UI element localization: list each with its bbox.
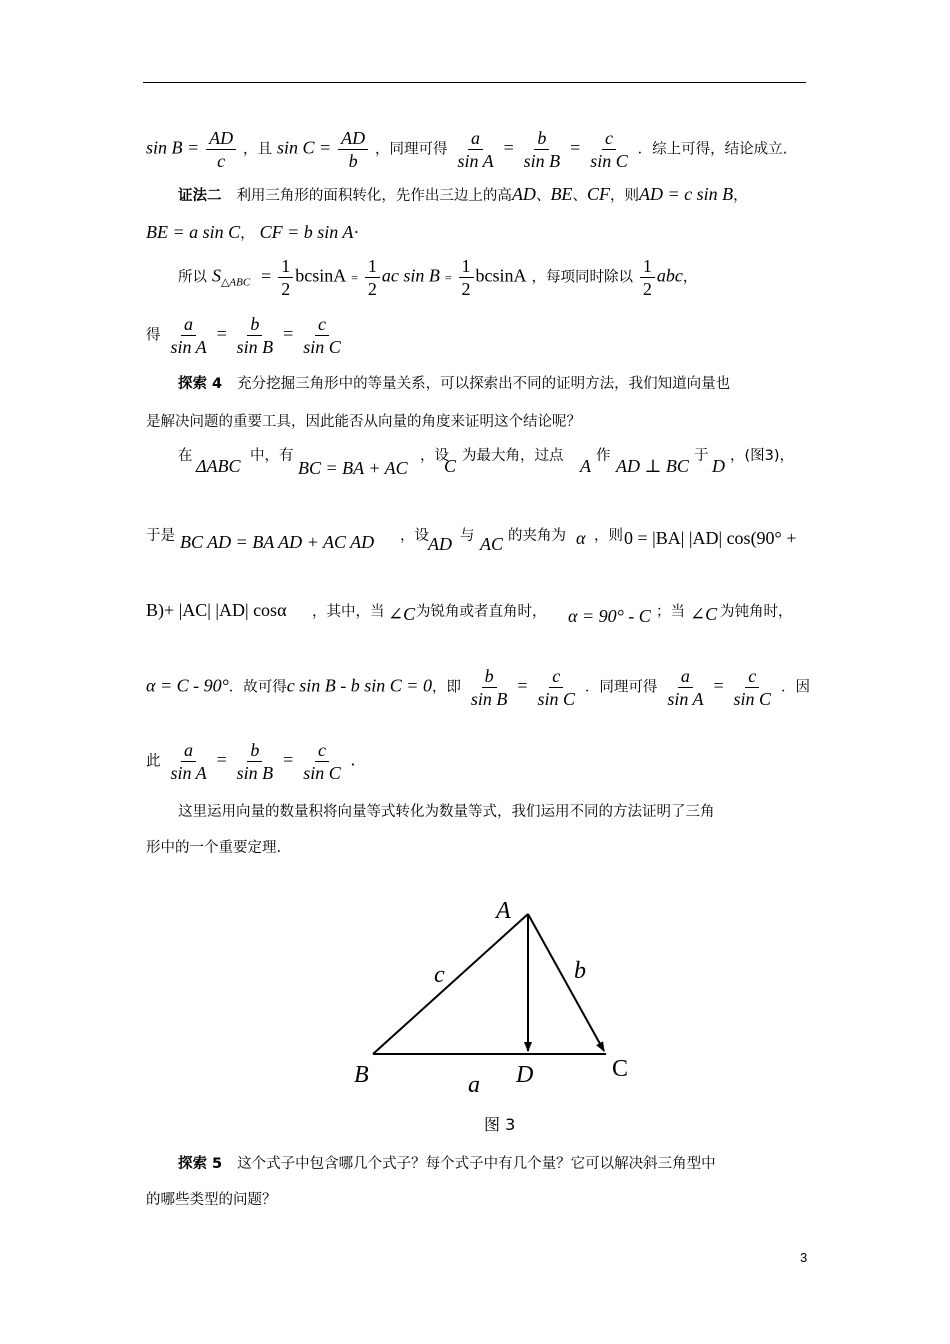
line-4: 所以 $S_{\triangle ABC}$ = $\frac{1}{2}$ bcsinA = $\frac{1}{2}$ ac sin B = $\frac{1}{2}$ bcsinA ，每项同时除以 $\frac{1}{2}$ abc， xyxy=(178,256,698,299)
line-8-text-f: 于 xyxy=(694,448,709,464)
fraction-b-sinB: $\frac{b}{\text{sin B}}$ xyxy=(236,740,274,783)
line-8-text-d: 为最大角，过点 xyxy=(462,448,564,464)
line-10-text-b: ，其中，当 xyxy=(312,604,385,620)
fraction-b-sinB: $\frac{b}{\text{sin B}}$ xyxy=(470,666,508,709)
fraction-c-sinC: $\frac{c}{\text{sin C}}$ xyxy=(733,666,772,709)
fraction-b-sinB: $\frac{b}{\text{sin B}}$ xyxy=(236,314,274,357)
line-2: 证法二 利用三角形的面积转化，先作出三边上的高AD、BE、CF，则AD = c sin B， xyxy=(178,184,748,204)
line-10-text-d: ；当 xyxy=(656,604,685,620)
fraction-c-sinC: $\frac{c}{\text{sin C}}$ xyxy=(537,666,575,709)
fraction-b-sinB: $\frac{b}{\text{sin B}}$ xyxy=(523,128,561,171)
fraction-c-sinC: $\frac{c}{\text{sin C}}$ xyxy=(303,740,341,783)
side-a-label: a xyxy=(468,1072,480,1098)
line-10: B)+ |AC| |AD| cosα xyxy=(146,600,287,620)
fraction-a-sinA: $\frac{a}{\text{sin A}}$ xyxy=(170,740,207,783)
vertex-b-label: B xyxy=(354,1062,369,1088)
fraction-ad-over-c: $\frac{AD}{c}$ xyxy=(206,128,236,171)
side-c xyxy=(373,914,528,1054)
explore-5-line-1: 探索 5 这个式子中包含哪几个式子？每个式子中有几个量？它可以解决斜三角型中 xyxy=(178,1156,716,1172)
fraction-one-half: $\frac{1}{2}$ xyxy=(278,256,293,299)
line-5: 得 $\frac{a}{\text{sin A}}$ = $\frac{b}{\text{sin B}}$ = $\frac{c}{\text{sin C}}$ xyxy=(146,314,346,357)
line-1: sin B = $\frac{AD}{c}$ ，且 sin C = $\frac{AD}{b}$ ，同理可得 $\frac{a}{\text{sin A}}$ = $\frac{b}{\text{sin B}}$ = $\frac{c}{\text{sin C}}$ ．综上可得，结论成立. xyxy=(146,128,788,171)
angle-c-2: ∠C xyxy=(690,604,718,624)
explore-4-line-2: 是解决问题的重要工具，因此能否从向量的角度来证明这个结论呢？ xyxy=(146,414,581,430)
header-rule xyxy=(143,82,806,83)
line-11: α = C - 90°．故可得c sin B - b sin C = 0，即 $\frac{b}{\text{sin B}}$ = $\frac{c}{\text{sin C}}$ ．同理可得 $\frac{a}{\text{sin A}}$ = $\frac{c}{\text{sin C}}$ ．因 xyxy=(146,666,810,709)
point-d-label: D xyxy=(516,1062,534,1088)
vertex-a-label: A xyxy=(496,898,511,924)
angle-equation: 0 = |BA| |AD| cos(90° + xyxy=(624,528,797,548)
line-8-triangle: ΔABC xyxy=(196,456,241,476)
proof-label: 证法二 xyxy=(178,188,222,204)
line-8: 在 xyxy=(178,448,193,464)
fraction-one-half: $\frac{1}{2}$ xyxy=(365,256,380,299)
fraction-one-half: $\frac{1}{2}$ xyxy=(640,256,655,299)
dot-product-equation: BC AD = BA AD + AC AD xyxy=(180,532,375,552)
fraction-one-half: $\frac{1}{2}$ xyxy=(459,256,474,299)
fraction-a-sinA: $\frac{a}{\text{sin A}}$ xyxy=(457,128,494,171)
line-8-text-e: 作 xyxy=(596,448,611,464)
line-9: 于是 xyxy=(146,528,175,544)
fraction-ad-over-b: $\frac{AD}{b}$ xyxy=(338,128,368,171)
fraction-c-sinC: $\frac{c}{\text{sin C}}$ xyxy=(590,128,628,171)
vector-ac: AC xyxy=(480,534,504,554)
angle-c-1: ∠C xyxy=(388,604,416,624)
fraction-a-sinA: $\frac{a}{\text{sin A}}$ xyxy=(170,314,207,357)
fraction-c-sinC: $\frac{c}{\text{sin C}}$ xyxy=(303,314,341,357)
line-9-text-d: 的夹角为 xyxy=(508,528,566,544)
vector-equation: BC = BA + AC xyxy=(298,458,408,478)
var-c: C xyxy=(444,456,457,476)
side-c-label: c xyxy=(434,962,445,988)
summary-line-2: 形中的一个重要定理. xyxy=(146,840,282,856)
figure-caption: 图 3 xyxy=(484,1115,516,1134)
line-8-text-b: 中，有 xyxy=(250,448,294,464)
explore-5-line-2: 的哪些类型的问题？ xyxy=(146,1192,277,1208)
var-alpha: α xyxy=(576,528,586,548)
side-b-label: b xyxy=(574,958,586,984)
summary-line-1: 这里运用向量的数量积将向量等式转化为数量等式，我们运用不同的方法证明了三角 xyxy=(178,804,715,820)
line-9-text-b: ，设 xyxy=(400,528,429,544)
line-8-text-c: ，设 xyxy=(420,448,449,464)
var-a: A xyxy=(580,456,591,476)
explore-4-line-1: 探索 4 充分挖掘三角形中的等量关系，可以探索出不同的证明方法，我们知道向量也 xyxy=(178,376,731,392)
perpendicular: AD ⊥ BC xyxy=(616,456,689,476)
line-10-text-c: 为锐角或者直角时， xyxy=(416,604,547,620)
line-9-text-e: ，则 xyxy=(594,528,623,544)
fraction-a-sinA: $\frac{a}{\text{sin A}}$ xyxy=(667,666,704,709)
line-9-text-c: 与 xyxy=(460,528,475,544)
line-8-text-g: ，(图3)， xyxy=(730,448,795,464)
vertex-c-label: C xyxy=(612,1056,629,1082)
var-d: D xyxy=(712,456,725,476)
page-number: 3 xyxy=(800,1250,808,1265)
line-3: BE = a sin C， CF = b sin A· xyxy=(146,222,360,242)
vector-a-to-c xyxy=(528,914,604,1051)
triangle-figure xyxy=(340,888,660,1108)
line-10-text-e: 为钝角时， xyxy=(720,604,793,620)
vector-ad: AD xyxy=(428,534,452,554)
line-12: 此 $\frac{a}{\text{sin A}}$ = $\frac{b}{\text{sin B}}$ = $\frac{c}{\text{sin C}}$ . xyxy=(146,740,356,783)
alpha-equation-1: α = 90° - C xyxy=(568,606,651,626)
